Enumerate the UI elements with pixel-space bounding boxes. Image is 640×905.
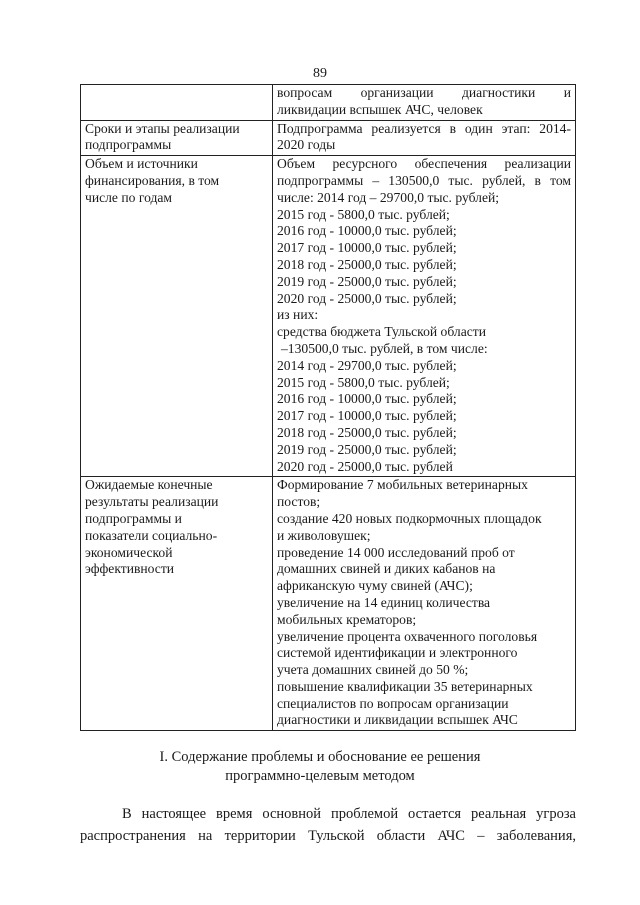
table-label-cell xyxy=(81,85,273,121)
text-line: –130500,0 тыс. рублей, в том числе: xyxy=(281,340,488,356)
text-line: 2017 год - 10000,0 тыс. рублей; xyxy=(277,240,457,256)
label-line: Ожидаемые конечные xyxy=(85,477,213,493)
text-line: Подпрограмма реализуется в один этап: 2014- xyxy=(277,120,571,136)
label-line: показатели социально- xyxy=(85,527,218,543)
table-label-cell xyxy=(81,156,273,477)
table-label-cell xyxy=(81,477,273,731)
text-line: 2014 год - 29700,0 тыс. рублей; xyxy=(277,357,457,373)
text-line: 2018 год - 25000,0 тыс. рублей; xyxy=(277,256,457,272)
text-line: из них: xyxy=(277,307,319,323)
text-line: 2015 год - 5800,0 тыс. рублей; xyxy=(277,206,450,222)
paragraph-line: В настоящее время основной проблемой остается реальная угроза xyxy=(122,806,576,822)
text-line: 2020 год - 25000,0 тыс. рублей xyxy=(277,458,453,474)
table-value-cell xyxy=(273,120,576,156)
page-number: 89 xyxy=(313,66,327,81)
label-line: экономической xyxy=(85,544,173,560)
label-line: числе по годам xyxy=(85,189,173,205)
text-line: 2015 год - 5800,0 тыс. рублей; xyxy=(277,374,450,390)
text-line: повышение квалификации 35 ветеринарных xyxy=(277,678,533,694)
table-row xyxy=(81,85,576,121)
text-line: увеличение процента охваченного поголовья xyxy=(277,628,538,644)
section-title xyxy=(0,748,640,786)
text-line: 2016 год - 10000,0 тыс. рублей; xyxy=(277,391,457,407)
text-line: 2017 год - 10000,0 тыс. рублей; xyxy=(277,408,457,424)
table-value-cell xyxy=(273,477,576,731)
text-line: 2019 год - 25000,0 тыс. рублей; xyxy=(277,273,457,289)
subprogram-passport-table xyxy=(80,84,576,731)
text-line: диагностики и ликвидации вспышек АЧС xyxy=(277,712,518,728)
table-row xyxy=(81,156,576,477)
label-line: результаты реализации xyxy=(85,494,219,510)
text-line: постов; xyxy=(277,494,321,510)
text-line: домашних свиней и диких кабанов на xyxy=(277,561,496,577)
label-line: подпрограммы и xyxy=(85,510,182,526)
text-line: 2016 год - 10000,0 тыс. рублей; xyxy=(277,223,457,239)
table-value-cell xyxy=(273,156,576,477)
text-line: ликвидации вспышек АЧС, человек xyxy=(277,101,483,117)
body-paragraph xyxy=(80,803,576,847)
paragraph-line: распространения на территории Тульской области АЧС – заболевания, xyxy=(80,828,576,844)
text-line: Объем ресурсного обеспечения реализации xyxy=(277,156,571,172)
text-line: увеличение на 14 единиц количества xyxy=(277,594,491,610)
table-row xyxy=(81,477,576,731)
label-line: эффективности xyxy=(85,561,175,577)
text-line: 2020 годы xyxy=(277,137,336,153)
text-line: 2019 год - 25000,0 тыс. рублей; xyxy=(277,441,457,457)
text-line: 2018 год - 25000,0 тыс. рублей; xyxy=(277,424,457,440)
text-line: подпрограммы – 130500,0 тыс. рублей, в том xyxy=(277,172,571,188)
label-line: Сроки и этапы реализации xyxy=(85,120,240,136)
section-title-line: I. Содержание проблемы и обоснование ее решения xyxy=(159,749,481,765)
label-line: финансирования, в том xyxy=(85,172,220,188)
table-row xyxy=(81,120,576,156)
table-value-cell xyxy=(273,85,576,121)
text-line: проведение 14 000 исследований проб от xyxy=(277,544,515,560)
label-line: Объем и источники xyxy=(85,156,198,172)
text-line: создание 420 новых подкормочных площадок xyxy=(277,510,542,526)
table-label-cell xyxy=(81,120,273,156)
text-line: Формирование 7 мобильных ветеринарных xyxy=(277,477,528,493)
section-title-line: программно-целевым методом xyxy=(225,768,415,784)
text-line: 2020 год - 25000,0 тыс. рублей; xyxy=(277,290,457,306)
text-line: и живоловушек; xyxy=(277,527,371,543)
text-line: учета домашних свиней до 50 %; xyxy=(277,662,469,678)
text-line: средства бюджета Тульской области xyxy=(277,324,486,340)
text-line: специалистов по вопросам организации xyxy=(277,695,509,711)
text-line: мобильных крематоров; xyxy=(277,611,417,627)
text-line: числе: 2014 год – 29700,0 тыс. рублей; xyxy=(277,189,500,205)
text-line: африканскую чуму свиней (АЧС); xyxy=(277,578,473,594)
text-line: вопросам организации диагностики и xyxy=(277,85,571,100)
label-line: подпрограммы xyxy=(85,137,172,153)
text-line: системой идентификации и электронного xyxy=(277,645,518,661)
